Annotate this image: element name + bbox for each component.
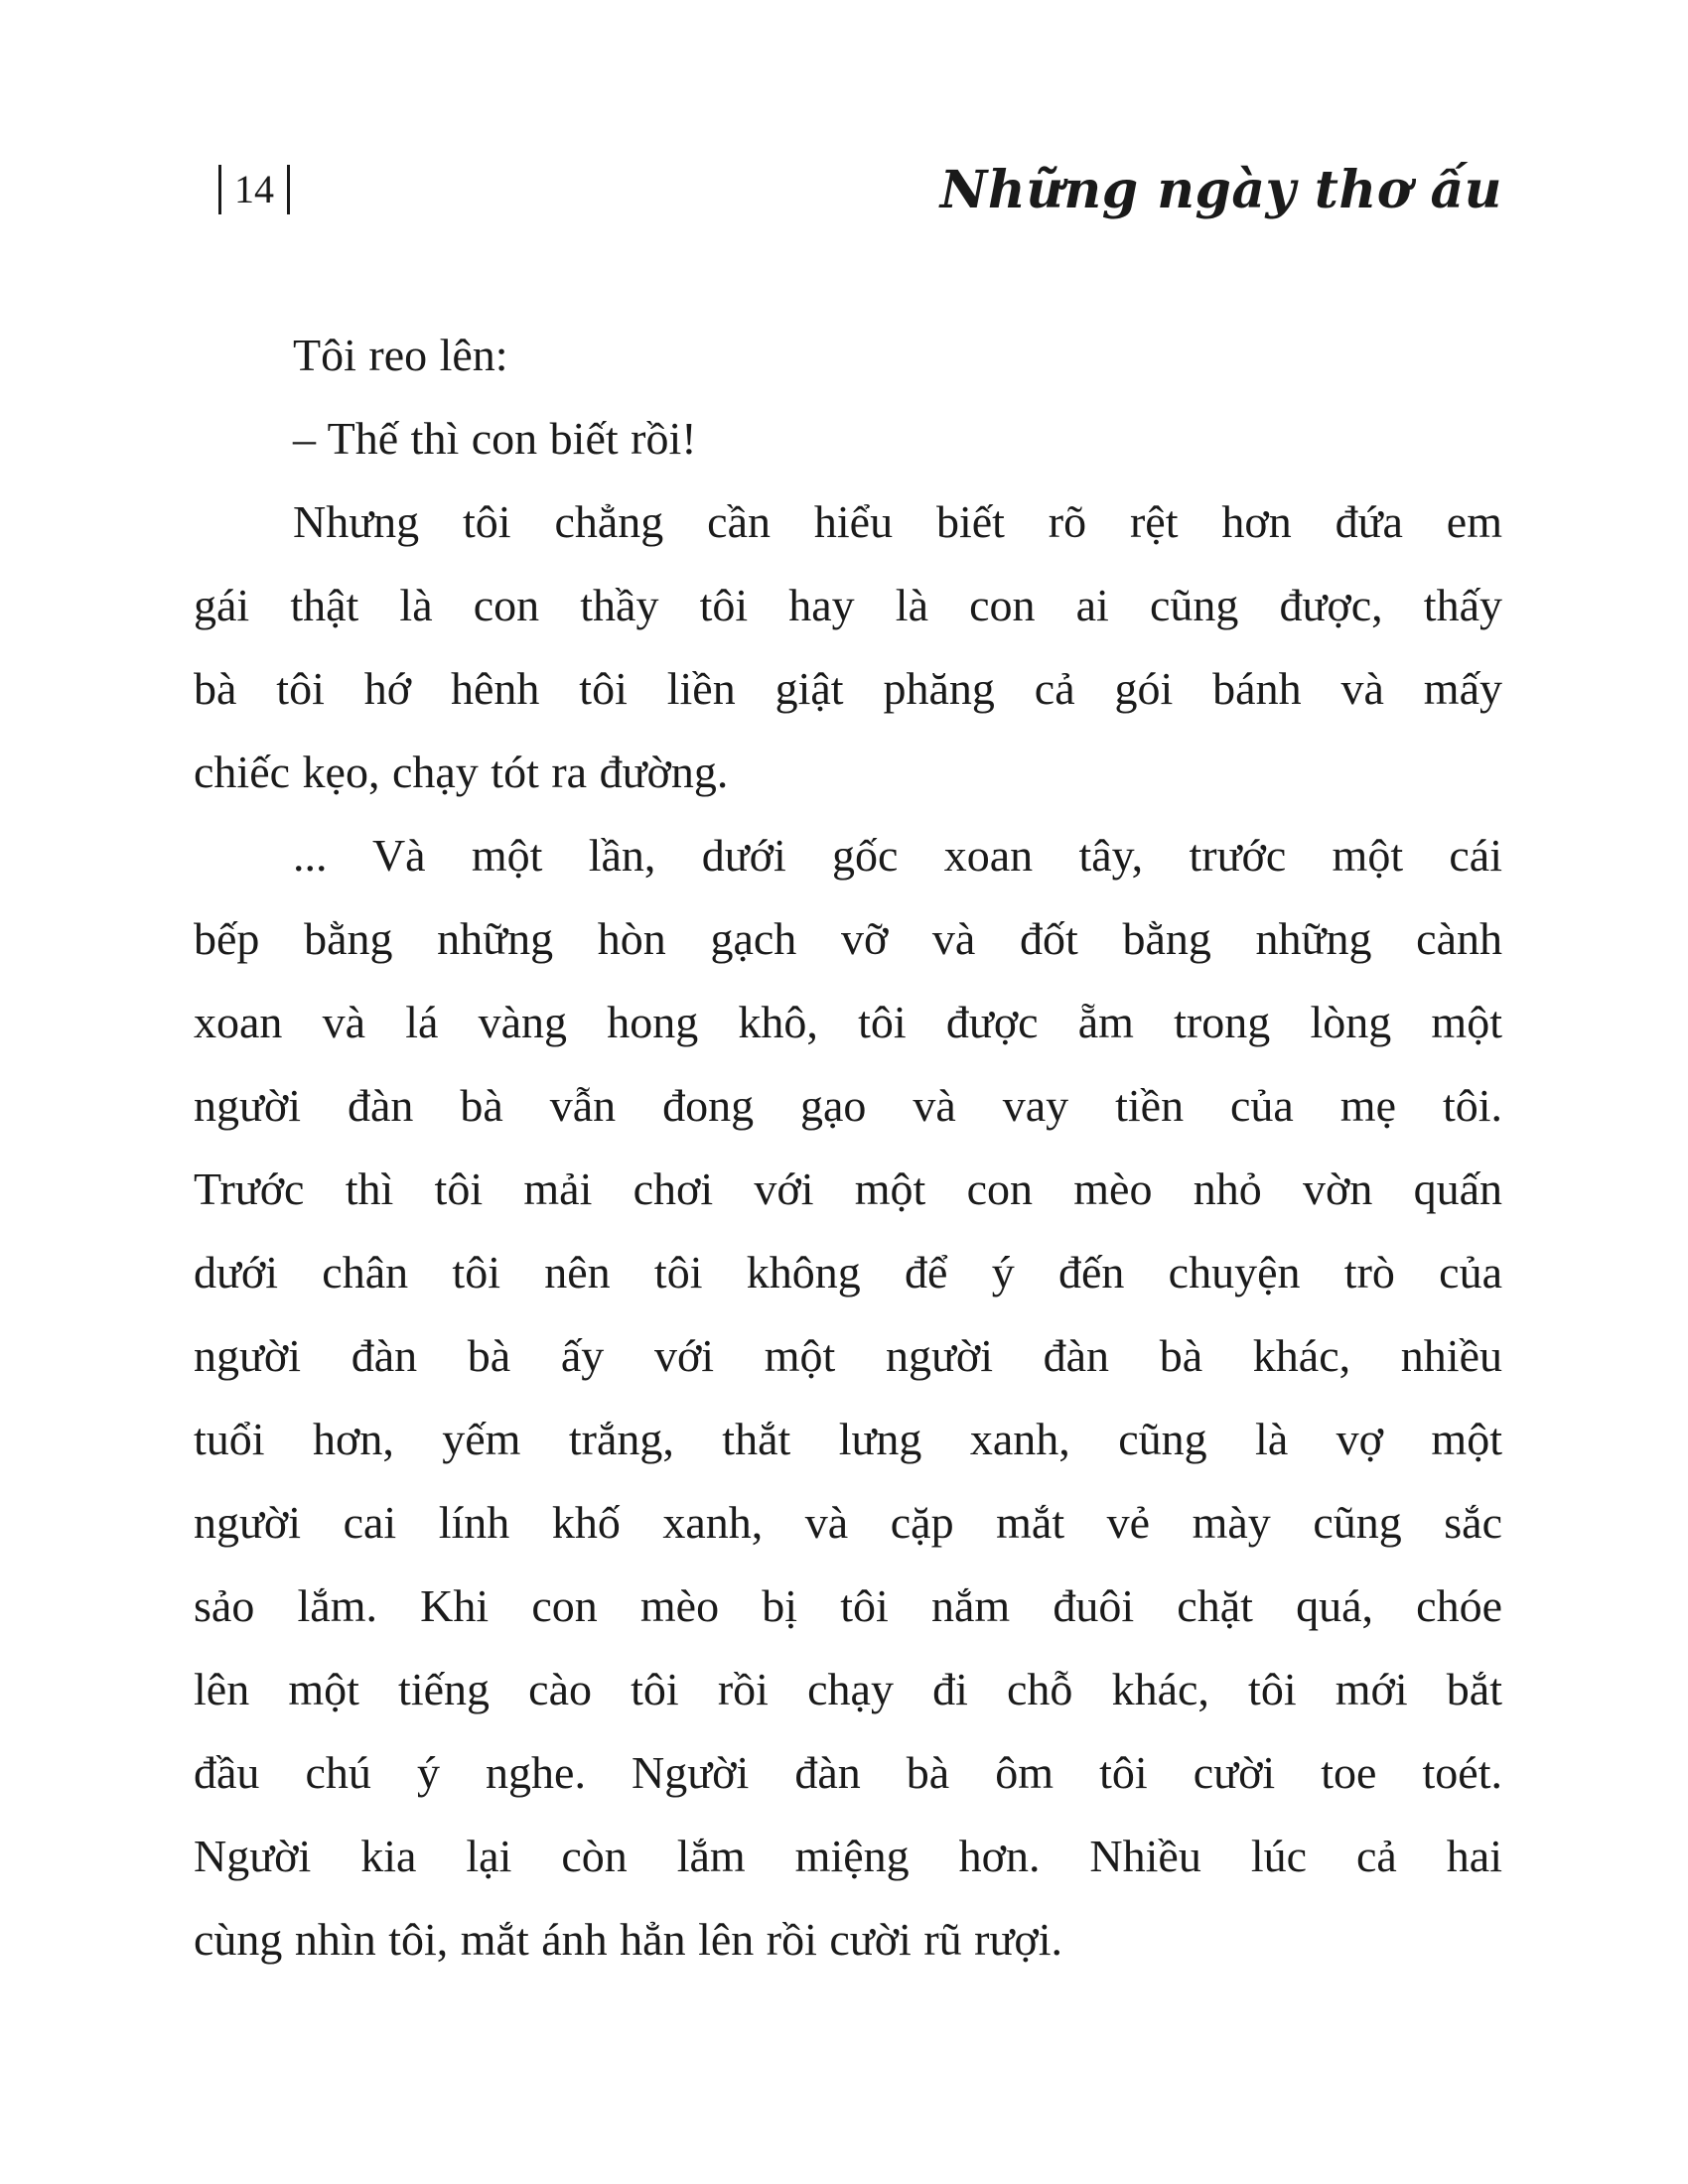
text-line: chiếc kẹo, chạy tót ra đường. — [194, 747, 729, 797]
body-text — [194, 314, 1502, 1981]
running-title: Những ngày thơ ấu — [939, 160, 1502, 220]
page-number — [218, 165, 290, 220]
text-line: Tôi reo lên: — [293, 330, 508, 380]
text-line: tuổi hơn, yếm trắng, thắt lưng xanh, cũng là vợ một — [194, 1414, 1502, 1464]
text-line: ... Và một lần, dưới gốc xoan tây, trước một cái — [293, 830, 1502, 881]
running-header — [194, 161, 1502, 220]
text-line: bếp bằng những hòn gạch vỡ và đốt bằng những cành — [194, 913, 1502, 964]
text-line: đầu chú ý nghe. Người đàn bà ôm tôi cười toe toét. — [194, 1747, 1502, 1798]
text-line: cùng nhìn tôi, mắt ánh hẳn lên rồi cười rũ rượi. — [194, 1914, 1062, 1965]
text-line: người đàn bà vẫn đong gạo và vay tiền của mẹ tôi. — [194, 1080, 1502, 1131]
text-line: Người kia lại còn lắm miệng hơn. Nhiều lúc cả hai — [194, 1831, 1502, 1881]
text-line: người cai lính khố xanh, và cặp mắt vẻ mày cũng sắc — [194, 1497, 1502, 1548]
text-line: lên một tiếng cào tôi rồi chạy đi chỗ khác, tôi mới bắt — [194, 1664, 1502, 1714]
page-number-value: 14 — [234, 166, 274, 211]
text-line: bà tôi hớ hênh tôi liền giật phăng cả gói bánh và mấy — [194, 663, 1502, 714]
paragraph — [194, 397, 1502, 480]
text-line: xoan và lá vàng hong khô, tôi được ẵm trong lòng một — [194, 997, 1502, 1047]
text-line: sảo lắm. Khi con mèo bị tôi nắm đuôi chặt quá, chóe — [194, 1580, 1502, 1631]
paragraph — [194, 814, 1502, 1981]
paragraph — [194, 480, 1502, 814]
text-line: Nhưng tôi chẳng cần hiểu biết rõ rệt hơn đứa em — [293, 496, 1502, 547]
text-line: dưới chân tôi nên tôi không để ý đến chuyện trò của — [194, 1247, 1502, 1297]
text-line: Trước thì tôi mải chơi với một con mèo nhỏ vờn quấn — [194, 1163, 1502, 1214]
paragraph — [194, 314, 1502, 397]
text-line: – Thế thì con biết rồi! — [293, 413, 697, 464]
page-number-left-rule — [218, 165, 221, 214]
text-line: gái thật là con thầy tôi hay là con ai cũng được, thấy — [194, 580, 1502, 630]
text-line: người đàn bà ấy với một người đàn bà khác, nhiều — [194, 1330, 1502, 1381]
page-number-right-rule — [287, 165, 290, 214]
